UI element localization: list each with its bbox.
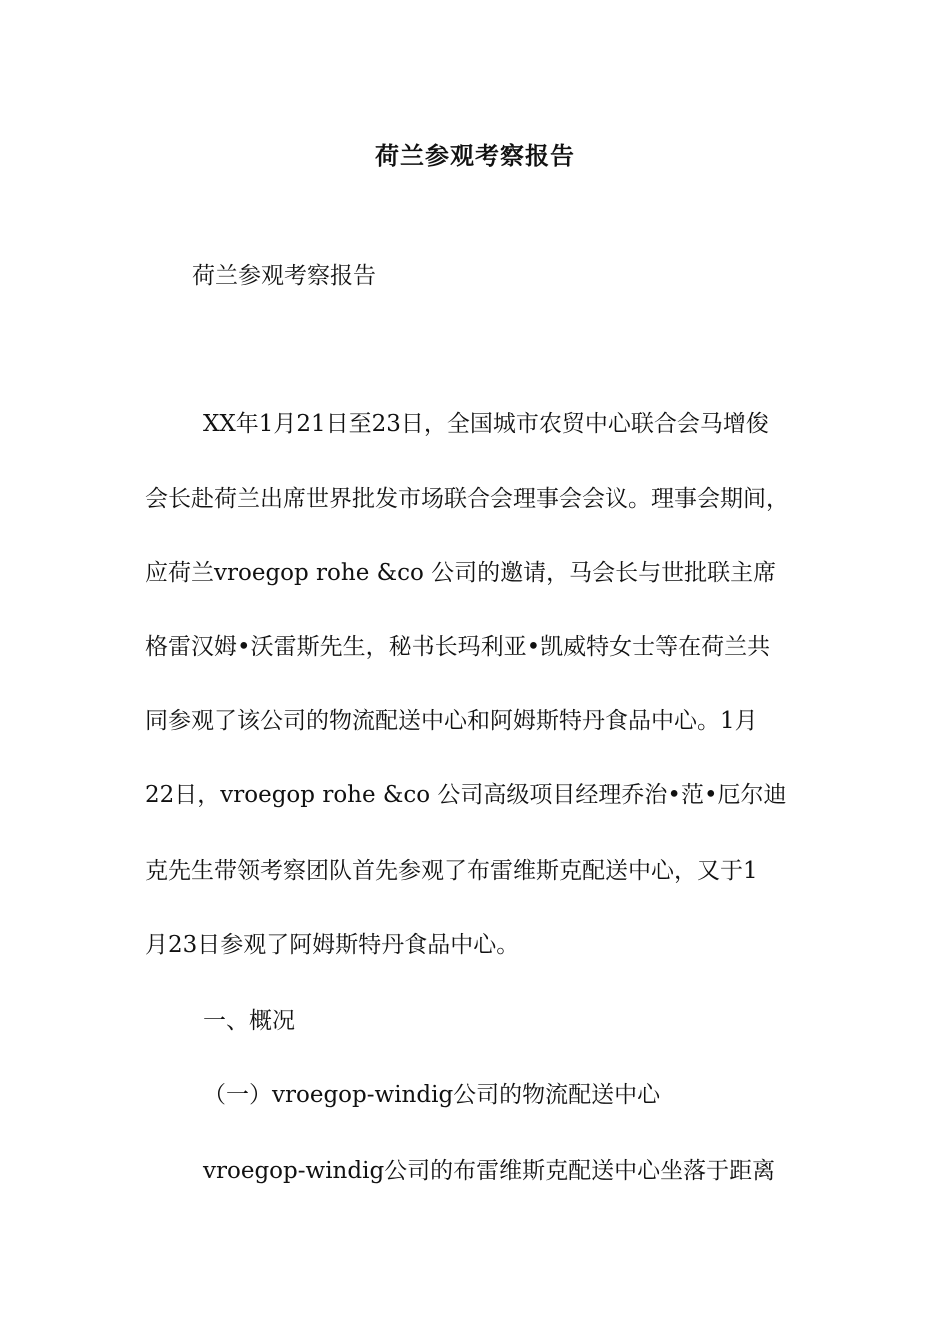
document-subtitle: 荷兰参观考察报告	[192, 263, 376, 289]
paragraph-line: vroegop-windig公司的布雷维斯克配送中心坐落于距离	[203, 1158, 776, 1184]
paragraph-line: 克先生带领考察团队首先参观了布雷维斯克配送中心，又于1	[145, 858, 758, 884]
paragraph-line: 月23日参观了阿姆斯特丹食品中心。	[145, 932, 520, 958]
paragraph-line: 同参观了该公司的物流配送中心和阿姆斯特丹食品中心。1月	[145, 708, 758, 734]
paragraph-line: XX年1月21日至23日，全国城市农贸中心联合会马增俊	[203, 411, 769, 437]
paragraph-line: 格雷汉姆•沃雷斯先生，秘书长玛利亚•凯威特女士等在荷兰共	[145, 634, 771, 660]
paragraph-line: 应荷兰vroegop rohe &co 公司的邀请，马会长与世批联主席	[145, 560, 777, 586]
paragraph-line: 22日，vroegop rohe &co 公司高级项目经理乔治•范•厄尔迪	[145, 782, 787, 808]
subsection-heading: （一）vroegop-windig公司的物流配送中心	[203, 1082, 661, 1108]
paragraph-line: 会长赴荷兰出席世界批发市场联合会理事会会议。理事会期间，	[145, 486, 789, 512]
section-heading: 一、概况	[203, 1008, 295, 1034]
document-title: 荷兰参观考察报告	[375, 141, 575, 170]
